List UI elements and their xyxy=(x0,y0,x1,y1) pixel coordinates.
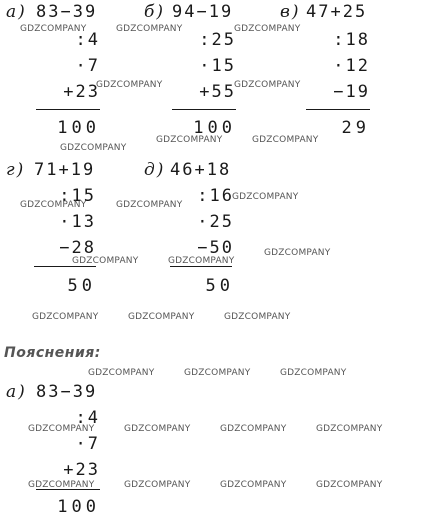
problem-v-result: 29 xyxy=(341,118,370,138)
problem-d-expression: 46+18 xyxy=(170,160,232,180)
problem-a-expression: 83−39 xyxy=(36,2,98,22)
watermark: GDZCOMPANY xyxy=(28,424,95,434)
problem-g-label: г) xyxy=(6,160,26,180)
watermark: GDZCOMPANY xyxy=(264,248,331,258)
problem-d-label: д) xyxy=(144,160,166,180)
watermark: GDZCOMPANY xyxy=(156,135,223,145)
problem-v-expression: 47+25 xyxy=(306,2,368,22)
watermark: GDZCOMPANY xyxy=(96,80,163,90)
problem-g-op-3: −28 xyxy=(59,238,96,258)
problem-g-divider xyxy=(34,266,96,267)
problem-a-op-1: :4 xyxy=(75,30,100,50)
problem-d-op-3: −50 xyxy=(197,238,234,258)
watermark: GDZCOMPANY xyxy=(20,24,87,34)
problem-v-op-1: :18 xyxy=(333,30,370,50)
problem-b-op-2: ·15 xyxy=(199,56,236,76)
problem-a-op-3: +23 xyxy=(63,82,100,102)
problem-v-label: в) xyxy=(280,2,301,22)
problem-v-divider xyxy=(306,109,370,110)
explanation-a-op-2: ·7 xyxy=(75,434,100,454)
watermark: GDZCOMPANY xyxy=(280,368,347,378)
watermark: GDZCOMPANY xyxy=(124,480,191,490)
problem-g-op-2: ·13 xyxy=(59,212,96,232)
watermark: GDZCOMPANY xyxy=(316,480,383,490)
watermark: GDZCOMPANY xyxy=(232,192,299,202)
problem-b-divider xyxy=(172,109,236,110)
watermark: GDZCOMPANY xyxy=(60,143,127,153)
explanation-a-label: а) xyxy=(6,382,27,402)
problem-b-expression: 94−19 xyxy=(172,2,234,22)
watermark: GDZCOMPANY xyxy=(252,135,319,145)
problem-a-result: 100 xyxy=(57,118,100,138)
watermark: GDZCOMPANY xyxy=(124,424,191,434)
problem-d-op-2: ·25 xyxy=(197,212,234,232)
watermark: GDZCOMPANY xyxy=(316,424,383,434)
watermark: GDZCOMPANY xyxy=(32,312,99,322)
problem-d-result: 50 xyxy=(205,276,234,296)
watermark: GDZCOMPANY xyxy=(234,24,301,34)
explanation-a-result: 100 xyxy=(57,497,100,517)
watermark: GDZCOMPANY xyxy=(220,480,287,490)
problem-g-op-1: :15 xyxy=(59,186,96,206)
problem-b-op-3: +55 xyxy=(199,82,236,102)
explanation-a-op-1: :4 xyxy=(75,408,100,428)
explanation-a-expression: 83−39 xyxy=(36,382,98,402)
watermark: GDZCOMPANY xyxy=(220,424,287,434)
problem-a-label: а) xyxy=(6,2,27,22)
watermark: GDZCOMPANY xyxy=(28,480,95,490)
explanations-heading: Пояснения: xyxy=(4,345,101,361)
problem-g-result: 50 xyxy=(67,276,96,296)
problem-g-expression: 71+19 xyxy=(34,160,96,180)
watermark: GDZCOMPANY xyxy=(168,256,235,266)
problem-d-op-1: :16 xyxy=(197,186,234,206)
problem-v-op-3: −19 xyxy=(333,82,370,102)
problem-a-op-2: ·7 xyxy=(75,56,100,76)
problem-b-op-1: :25 xyxy=(199,30,236,50)
watermark: GDZCOMPANY xyxy=(184,368,251,378)
watermark: GDZCOMPANY xyxy=(224,312,291,322)
problem-d-divider xyxy=(170,266,232,267)
problem-b-label: б) xyxy=(144,2,166,22)
watermark: GDZCOMPANY xyxy=(20,200,87,210)
watermark: GDZCOMPANY xyxy=(128,312,195,322)
problem-v-op-2: ·12 xyxy=(333,56,370,76)
watermark: GDZCOMPANY xyxy=(72,256,139,266)
problem-b-result: 100 xyxy=(193,118,236,138)
explanation-a-op-3: +23 xyxy=(63,460,100,480)
watermark: GDZCOMPANY xyxy=(116,24,183,34)
watermark: GDZCOMPANY xyxy=(234,80,301,90)
problem-a-divider xyxy=(36,109,100,110)
watermark: GDZCOMPANY xyxy=(116,200,183,210)
watermark: GDZCOMPANY xyxy=(88,368,155,378)
